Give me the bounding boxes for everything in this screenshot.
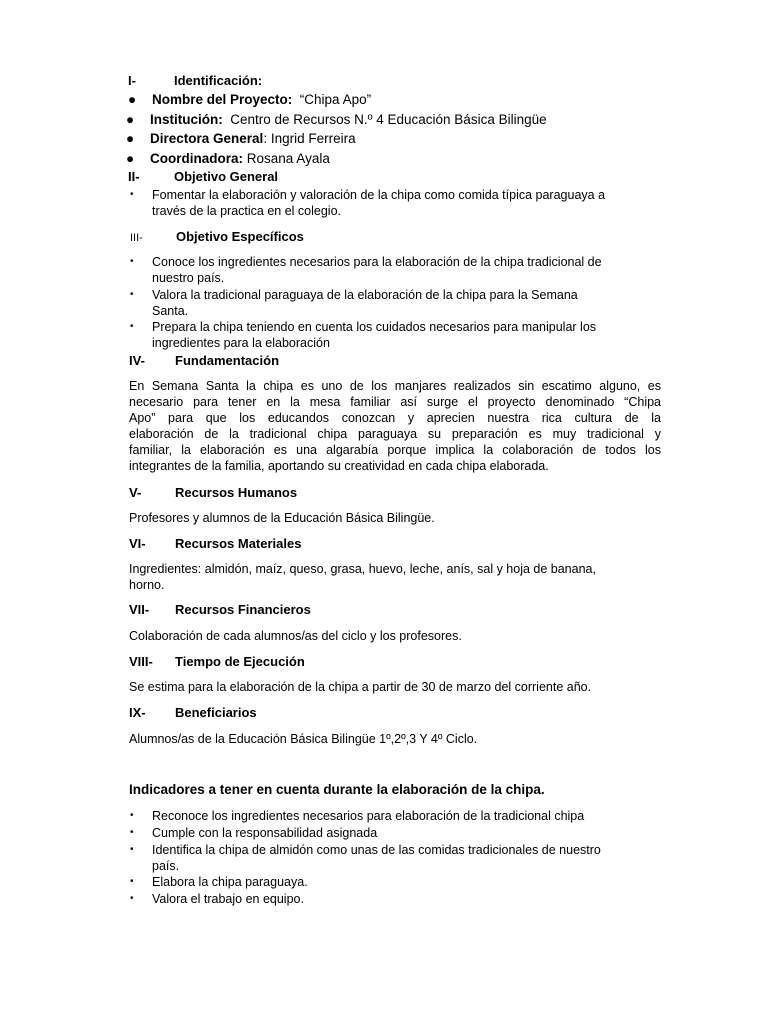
indicadores-heading: Indicadores a tener en cuenta durante la elaboración de la chipa. [129,782,545,797]
identificacion-item [126,112,547,128]
tiempo-text: Se estima para la elaboración de la chipa a partir de 30 de marzo del corriente año. [129,680,592,694]
section-number: III- [130,232,143,244]
item-value: Rosana Ayala [246,151,330,166]
list-item-text: Conoce los ingredientes necesarios para la elaboración de la chipa tradicional de [152,255,602,269]
paragraph-line: elaboración de la tradicional chipa paraguaya su preparación es muy tradicional y [129,427,661,441]
recursos-humanos-text: Profesores y alumnos de la Educación Básica Bilingüe. [129,511,435,525]
section-title: Identificación: [174,73,263,88]
section-tiempo-heading [129,654,305,670]
section-number: IX- [129,705,146,720]
recursos-financieros-text: Colaboración de cada alumnos/as del ciclo y los profesores. [129,629,462,643]
section-identificacion-heading [128,73,262,89]
paragraph-line: integrantes de la familia, aportando su creatividad en cada chipa elaborada. [129,459,549,473]
identificacion-item [126,151,330,167]
section-title: Objetivo General [174,169,279,184]
paragraph-line: familiar, la elaboración es una algarabía porque implica la colaboración de todos los [129,443,661,457]
item-value: Centro de Recursos N.º 4 Educación Básica Bilingüe [230,112,547,127]
paragraph-line: necesario para tener en la mesa familiar así surge el proyecto denominado “Chipa [129,395,661,409]
section-recursos-financieros-heading [129,602,311,618]
bullet-icon: ● [126,151,135,166]
item-label: Nombre del Proyecto: [152,92,293,107]
fundamentacion-paragraph [129,378,661,474]
section-title: Objetivo Específicos [176,229,304,244]
identificacion-item [128,92,371,108]
section-title: Beneficiarios [175,705,257,720]
section-title: Fundamentación [175,353,280,368]
section-number: VI- [129,536,146,551]
section-recursos-materiales-heading [129,536,301,552]
section-title: Recursos Humanos [175,485,298,500]
bullet-icon: • [130,810,134,821]
bullet-icon: ● [128,92,137,107]
section-objetivo-especificos-heading [130,229,304,246]
list-item-text: Elabora la chipa paraguaya. [152,875,308,889]
list-item-text: Reconoce los ingredientes necesarios para elaboración de la tradicional chipa [152,809,585,823]
bullet-icon: ● [126,112,135,127]
bullet-icon: • [130,827,134,838]
section-number: I- [128,73,136,88]
section-title: Recursos Financieros [175,602,311,617]
list-item-text: Fomentar la elaboración y valoración de la chipa como comida típica paraguaya a [152,188,606,202]
item-label: Directora General [150,131,264,146]
bullet-icon: • [130,256,134,267]
identificacion-item [126,131,356,147]
item-label: Coordinadora: [150,151,243,166]
recursos-materiales-text [129,561,669,593]
beneficiarios-text: Alumnos/as de la Educación Básica Bilingüe 1º,2º,3 Y 4º Ciclo. [129,732,478,746]
item-value: : Ingrid Ferreira [263,131,356,146]
section-number: II- [128,169,140,184]
section-number: V- [129,485,142,500]
section-objetivo-general-heading [128,169,278,185]
item-label: Institución: [150,112,223,127]
bullet-icon: • [130,876,134,887]
list-item-text: través de la practica en el colegio. [152,204,341,218]
paragraph-line: horno. [129,578,165,592]
section-number: IV- [129,353,145,368]
list-item-text: Santa. [152,304,189,318]
section-number: VII- [129,602,150,617]
bullet-icon: • [130,189,134,200]
list-item-text: país. [152,859,180,873]
bullet-icon: • [130,893,134,904]
paragraph-line: Ingredientes: almidón, maíz, queso, grasa, huevo, leche, anís, sal y hoja de banana, [129,562,596,576]
list-item-text: Valora el trabajo en equipo. [152,892,304,906]
section-recursos-humanos-heading [129,485,297,501]
section-fundamentacion-heading [129,353,279,369]
item-value: “Chipa Apo” [299,92,372,107]
bullet-icon: • [130,321,134,332]
section-title: Tiempo de Ejecución [175,654,305,669]
list-item-text: Cumple con la responsabilidad asignada [152,826,378,840]
section-number: VIII- [129,654,153,669]
list-item-text: Prepara la chipa teniendo en cuenta los cuidados necesarios para manipular los [152,320,597,334]
list-item-text: Valora la tradicional paraguaya de la elaboración de la chipa para la Semana [152,288,578,302]
section-title: Recursos Materiales [175,536,302,551]
list-item-text: ingredientes para la elaboración [152,336,330,350]
bullet-icon: ● [126,131,135,146]
list-item-text: nuestro país. [152,271,225,285]
bullet-icon: • [130,289,134,300]
section-beneficiarios-heading [129,705,257,721]
bullet-icon: • [130,844,134,855]
list-item-text: Identifica la chipa de almidón como unas de las comidas tradicionales de nuestro [152,843,601,857]
paragraph-line: Apo” para que los educandos conozcan y aprecien nuestra rica cultura de la [129,411,661,425]
paragraph-line: En Semana Santa la chipa es uno de los manjares realizados sin escatimo alguno, es [129,379,661,393]
